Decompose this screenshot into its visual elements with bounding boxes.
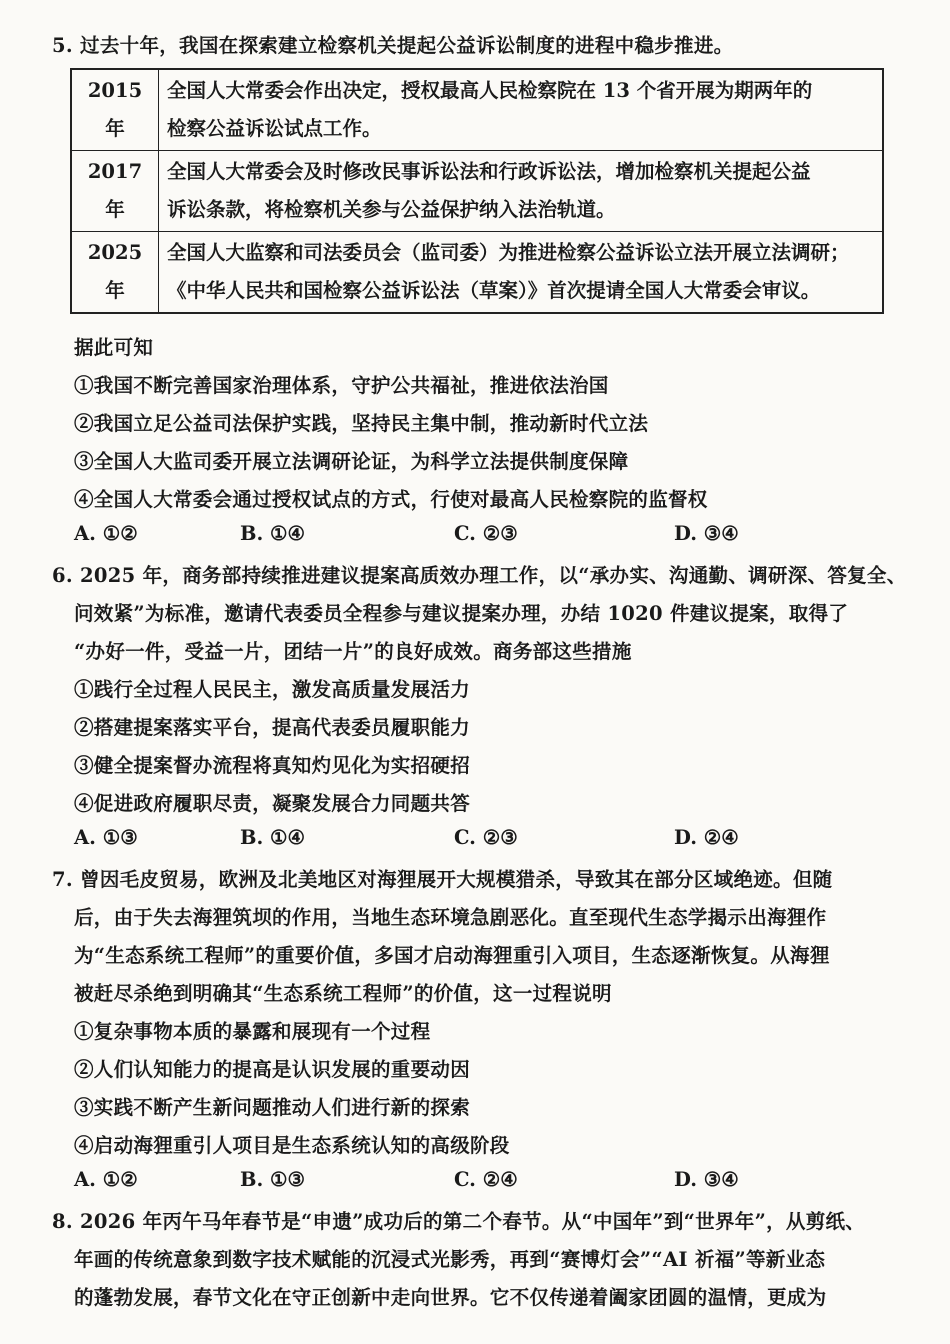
question-7-stem: 被赶尽杀绝到明确其“生态系统工程师”的价值，这一过程说明 xyxy=(74,982,612,1005)
question-6-stem: 6. 2025 年，商务部持续推进建议提案高质效办理工作，以“承办实、沟通勤、调研深、答复全、 xyxy=(52,564,907,587)
option-4: ④促进政府履职尽责，凝聚发展合力同题共答 xyxy=(74,792,471,815)
answer-d[interactable]: D. ②④ xyxy=(674,826,739,849)
event-cell xyxy=(159,151,884,232)
option-1: ①践行全过程人民民主，激发高质量发展活力 xyxy=(74,678,471,701)
question-5-stem-end: 据此可知 xyxy=(74,336,154,359)
event-text: 检察公益诉讼试点工作。 xyxy=(167,117,382,140)
option-2: ②我国立足公益司法保护实践，坚持民主集中制，推动新时代立法 xyxy=(74,412,649,435)
answer-a[interactable]: A. ①② xyxy=(74,1168,138,1191)
table-row xyxy=(71,69,883,151)
answer-a[interactable]: A. ①② xyxy=(74,522,138,545)
event-cell xyxy=(159,69,884,151)
option-4: ④全国人大常委会通过授权试点的方式，行使对最高人民检察院的监督权 xyxy=(74,488,708,511)
answer-c[interactable]: C. ②③ xyxy=(454,522,518,545)
question-7-stem: 后，由于失去海狸筑坝的作用，当地生态环境急剧恶化。直至现代生态学揭示出海狸作 xyxy=(74,906,827,929)
event-text: 诉讼条款，将检察机关参与公益保护纳入法治轨道。 xyxy=(167,198,616,221)
answer-d[interactable]: D. ③④ xyxy=(674,522,739,545)
answer-b[interactable]: B. ①③ xyxy=(240,1168,306,1191)
event-text: 全国人大监察和司法委员会（监司委）为推进检察公益诉讼立法开展立法调研； xyxy=(167,241,850,264)
option-3: ③健全提案督办流程将真知灼见化为实招硬招 xyxy=(74,754,471,777)
event-cell xyxy=(159,232,884,314)
year-cell: 2025 年 xyxy=(71,232,159,314)
option-4: ④启动海狸重引人项目是生态系统认知的高级阶段 xyxy=(74,1134,510,1157)
option-3: ③实践不断产生新问题推动人们进行新的探索 xyxy=(74,1096,471,1119)
question-6-stem: 问效紧”为标准，邀请代表委员全程参与建议提案办理，办结 1020 件建议提案，取得了 xyxy=(74,602,849,625)
question-6-stem: “办好一件，受益一片，团结一片”的良好成效。商务部这些措施 xyxy=(74,640,632,663)
answer-a[interactable]: A. ①③ xyxy=(74,826,138,849)
option-2: ②搭建提案落实平台，提高代表委员履职能力 xyxy=(74,716,471,739)
answer-b[interactable]: B. ①④ xyxy=(240,522,306,545)
option-3: ③全国人大监司委开展立法调研论证，为科学立法提供制度保障 xyxy=(74,450,629,473)
timeline-table xyxy=(70,68,884,314)
question-5-stem: 5. 过去十年，我国在探索建立检察机关提起公益诉讼制度的进程中稳步推进。 xyxy=(52,34,734,57)
table-row xyxy=(71,151,883,232)
question-7-stem: 为“生态系统工程师”的重要价值，多国才启动海狸重引入项目，生态逐渐恢复。从海狸 xyxy=(74,944,830,967)
question-8-stem: 的蓬勃发展，春节文化在守正创新中走向世界。它不仅传递着阖家团圆的温情，更成为 xyxy=(74,1286,827,1309)
question-8-stem: 年画的传统意象到数字技术赋能的沉浸式光影秀，再到“赛博灯会”“AI 祈福”等新业态 xyxy=(74,1248,826,1271)
table-row xyxy=(71,232,883,314)
option-2: ②人们认知能力的提高是认识发展的重要动因 xyxy=(74,1058,471,1081)
year-cell: 2017 年 xyxy=(71,151,159,232)
year-cell: 2015 年 xyxy=(71,69,159,151)
event-text: 全国人大常委会作出决定，授权最高人民检察院在 13 个省开展为期两年的 xyxy=(167,79,813,102)
event-text: 《中华人民共和国检察公益诉讼法（草案）》首次提请全国人大常委会审议。 xyxy=(167,279,821,302)
answer-c[interactable]: C. ②④ xyxy=(454,1168,518,1191)
answer-b[interactable]: B. ①④ xyxy=(240,826,306,849)
answer-d[interactable]: D. ③④ xyxy=(674,1168,739,1191)
option-1: ①复杂事物本质的暴露和展现有一个过程 xyxy=(74,1020,431,1043)
question-8-stem: 8. 2026 年丙午马年春节是“申遗”成功后的第二个春节。从“中国年”到“世界年”，从剪纸、 xyxy=(52,1210,866,1233)
answer-c[interactable]: C. ②③ xyxy=(454,826,518,849)
question-7-stem: 7. 曾因毛皮贸易，欧洲及北美地区对海狸展开大规模猎杀，导致其在部分区域绝迹。但随 xyxy=(52,868,833,891)
option-1: ①我国不断完善国家治理体系，守护公共福祉，推进依法治国 xyxy=(74,374,609,397)
event-text: 全国人大常委会及时修改民事诉讼法和行政诉讼法，增加检察机关提起公益 xyxy=(167,160,811,183)
